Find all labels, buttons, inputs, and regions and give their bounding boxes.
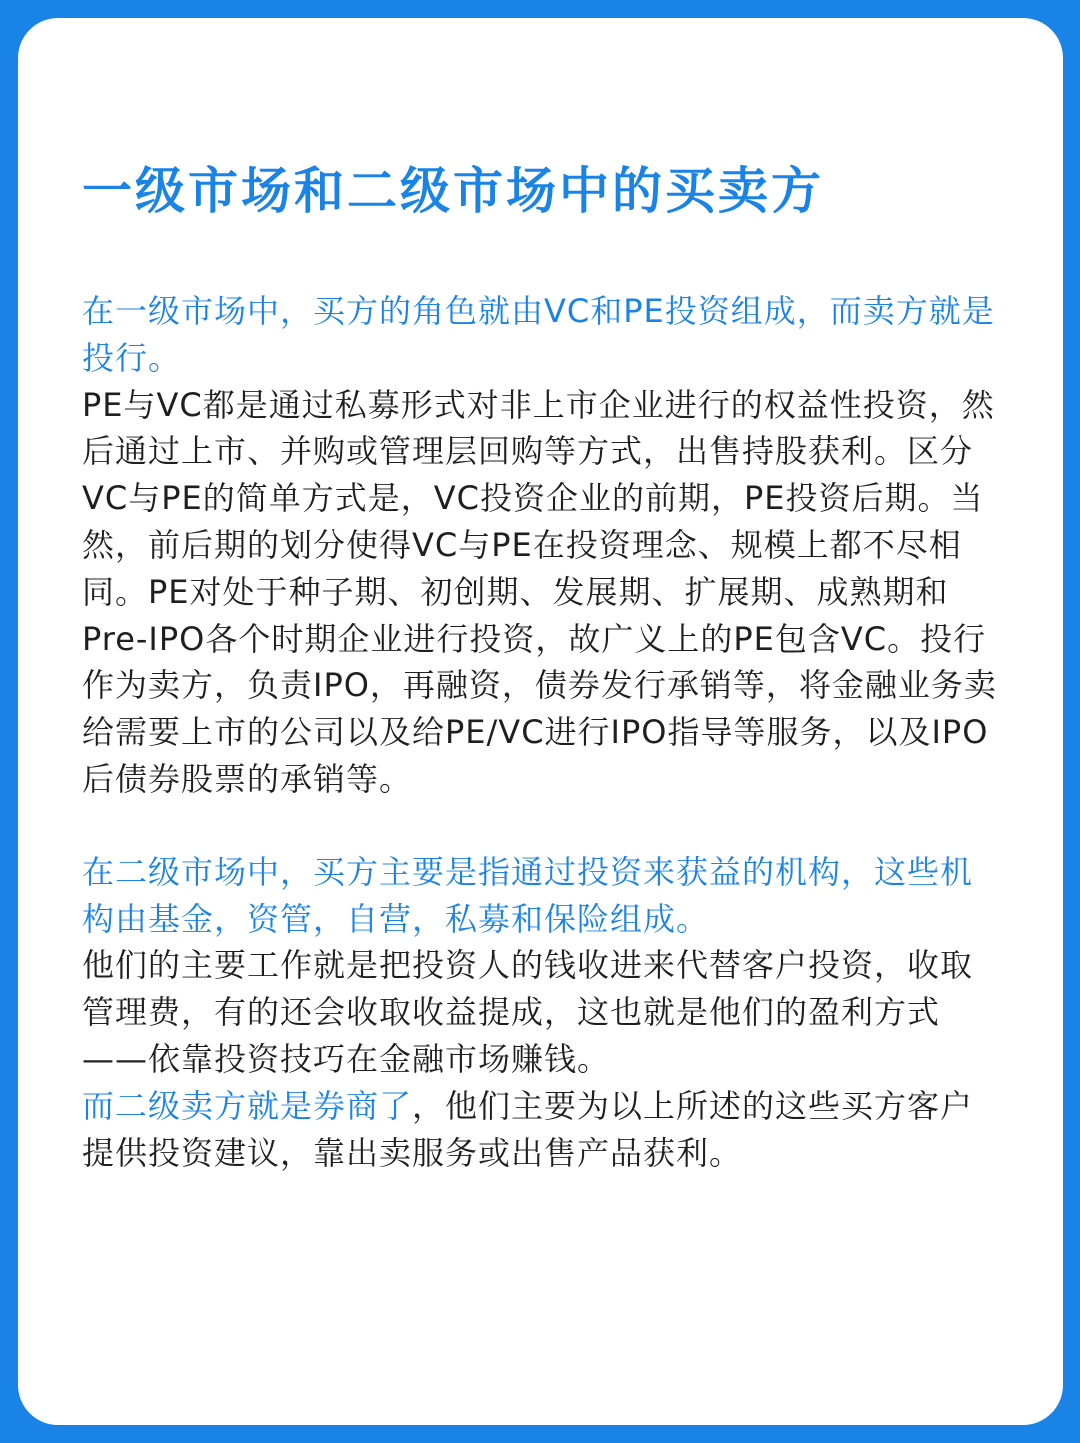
secondary-seller-highlight: 而二级卖方就是券商了 xyxy=(82,1086,413,1125)
primary-market-heading: 在一级市场中，买方的角色就由VC和PE投资组成，而卖方就是投行。 xyxy=(82,292,995,377)
secondary-seller-paragraph xyxy=(82,1083,1002,1177)
secondary-market-heading: 在二级市场中，买方主要是指通过投资来获益的机构，这些机构由基金，资管，自营，私募和保险组成。 xyxy=(82,852,974,938)
secondary-seller-text: ，他们主要为以上所述的这些买方客户提供投资建议，靠出卖服务或出售产品获利。 xyxy=(82,1086,974,1172)
section-spacer xyxy=(82,803,1002,849)
page-title: 一级市场和二级市场中的买卖方 xyxy=(82,162,824,220)
article-body xyxy=(82,288,1002,1176)
primary-market-body: PE与VC都是通过私募形式对非上市企业进行的权益性投资，然后通过上市、并购或管理层回购等方式，出售持股获利。区分VC与PE的简单方式是，VC投资企业的前期，PE投资后期。当然，前后期的划分使得VC与PE在投资理念、规模上都不尽相同。PE对处于种子期、初创期、发展期、扩展期、成熟期和Pre-IPO各个时期企业进行投资，故广义上的PE包含VC。投行作为卖方，负责IPO，再融资，债券发行承销等，将金融业务卖给需要上市的公司以及给PE/VC进行IPO指导等服务，以及IPO后债券股票的承销等。 xyxy=(82,385,997,798)
secondary-market-body: 他们的主要工作就是把投资人的钱收进来代替客户投资，收取管理费，有的还会收取收益提成，这也就是他们的盈利方式——依靠投资技巧在金融市场赚钱。 xyxy=(82,946,974,1078)
